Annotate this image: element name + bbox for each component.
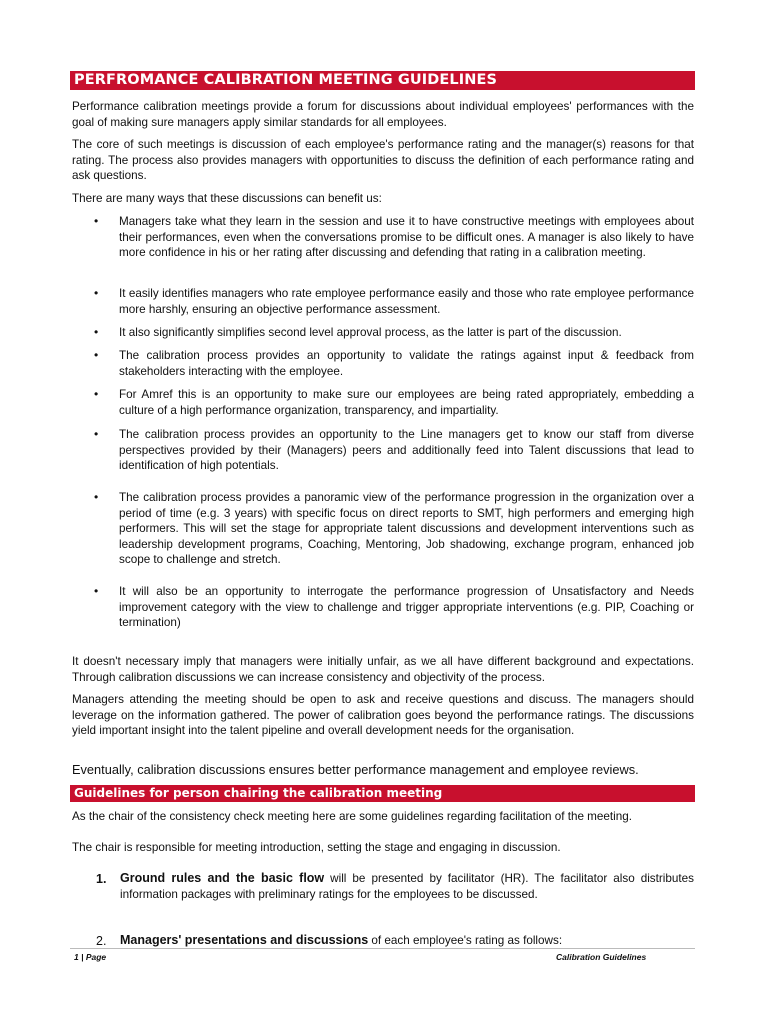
bullet-text: It will also be an opportunity to interrogate the performance progression of Unsatisfactory and Needs improvement category with the view to challenge and trigger appropriate interventions (e.g. PIP, Coaching or termination) <box>119 585 694 629</box>
intro-paragraph-1: Performance calibration meetings provide a forum for discussions about individual employees' performances with the goal of making sure managers apply similar standards for all employees. <box>72 100 694 129</box>
bullet-icon: • <box>94 325 99 339</box>
bullet-text: The calibration process provides an opportunity to validate the ratings against input & feedback from stakeholders interacting with the employee. <box>119 349 694 378</box>
bullet-icon: • <box>94 387 99 401</box>
bullet-item <box>72 214 694 261</box>
bullet-icon: • <box>94 348 99 362</box>
bullet-item <box>72 286 694 317</box>
item-text <box>120 871 694 902</box>
bullet-icon: • <box>94 286 99 300</box>
item-bold-lead: Ground rules and the basic flow <box>120 871 325 885</box>
item-body: of each employee's rating as follows: <box>368 934 563 947</box>
chair-intro-1: As the chair of the consistency check meeting here are some guidelines regarding facilitation of the meeting. <box>72 810 633 823</box>
footer-title: Calibration Guidelines <box>556 952 647 962</box>
item-bold-lead: Managers' presentations and discussions <box>120 933 369 947</box>
bullet-text: The calibration process provides a panoramic view of the performance progression in the organization over a period of time (e.g. 3 years) with specific focus on direct reports to SMT, high performers and emerging high performers. This will set the stage for appropriate talent discussions and development interventions such as leadership development programs, Coaching, Mentoring, Job shadowing, exchange program, enhanced job scope to challenge and stretch. <box>119 491 694 566</box>
bullet-item <box>72 584 694 631</box>
bullet-item <box>72 325 694 341</box>
bullet-text: The calibration process provides an opportunity to the Line managers get to know our staff from diverse perspectives provided by their (Managers) peers and additionally feed into Talent discussions that lead to identification of high potentials. <box>119 428 694 472</box>
chair-intro-2: The chair is responsible for meeting introduction, setting the stage and engaging in discussion. <box>72 841 561 854</box>
bullet-text: For Amref this is an opportunity to make sure our employees are being rated appropriately, embedding a culture of a high performance organization, transparency, and impartiality. <box>119 388 694 417</box>
bullet-text: It easily identifies managers who rate employee performance easily and those who rate employee performance more harshly, ensuring an objective performance assessment. <box>119 287 694 316</box>
item-number: 1. <box>96 872 107 886</box>
numbered-item-2 <box>72 933 694 949</box>
bullet-item <box>72 490 694 568</box>
after-paragraph-1: It doesn't necessary imply that managers were initially unfair, as we all have different background and expectations. Through calibration discussions we can increase consistency and objectivity of the process. <box>72 655 694 684</box>
bullet-icon: • <box>94 427 99 441</box>
bullet-text: Managers take what they learn in the session and use it to have constructive meetings with employees about their performances, even when the conversations promise to be difficult ones. A manager is also likely to have more confidence in his or her rating after discussing and defending that rating in a calibration meeting. <box>119 215 694 259</box>
page-title: PERFROMANCE CALIBRATION MEETING GUIDELINES <box>70 71 695 90</box>
bullet-text: It also significantly simplifies second level approval process, as the latter is part of the discussion. <box>119 326 622 339</box>
item-body: will be presented by facilitator (HR). The facilitator also distributes information packages with preliminary ratings for the employees to be discussed. <box>120 872 694 901</box>
bullet-icon: • <box>94 584 99 598</box>
after-paragraph-2: Managers attending the meeting should be open to ask and receive questions and discuss. The managers should leverage on the information gathered. The power of calibration goes beyond the performance ratings. The discussions yield important insight into the talent pipeline and overall development needs for the organisation. <box>72 693 694 737</box>
intro-paragraph-3: There are many ways that these discussions can benefit us: <box>72 192 382 205</box>
footer-divider <box>70 948 695 949</box>
section-heading: Guidelines for person chairing the calibration meeting <box>70 785 695 802</box>
item-number: 2. <box>96 934 107 948</box>
bullet-item <box>72 427 694 474</box>
bullet-icon: • <box>94 214 99 228</box>
page-number: 1 | Page <box>74 952 107 962</box>
item-text <box>120 933 694 949</box>
bullet-item <box>72 348 694 379</box>
intro-paragraph-2: The core of such meetings is discussion of each employee's performance rating and the manager(s) reasons for that rating. The process also provides managers with opportunities to discuss the definition of each performance rating and ask questions. <box>72 138 694 182</box>
bullet-item <box>72 387 694 418</box>
after-paragraph-3: Eventually, calibration discussions ensures better performance management and employee reviews. <box>72 762 639 777</box>
numbered-item-1 <box>72 871 694 902</box>
bullet-icon: • <box>94 490 99 504</box>
